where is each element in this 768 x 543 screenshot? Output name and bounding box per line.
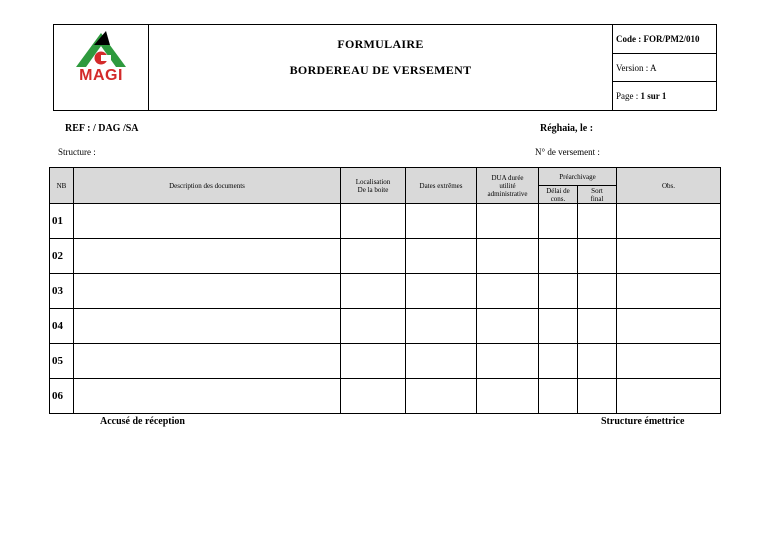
version-text: Version : A bbox=[616, 62, 657, 73]
description-cell[interactable] bbox=[74, 239, 341, 274]
description-cell[interactable] bbox=[74, 274, 341, 309]
delai-cell[interactable] bbox=[539, 344, 578, 379]
obs-cell[interactable] bbox=[617, 344, 721, 379]
delai-cell[interactable] bbox=[539, 379, 578, 414]
col-sort-line2: final bbox=[590, 194, 604, 203]
description-cell[interactable] bbox=[74, 309, 341, 344]
dates-cell[interactable] bbox=[406, 309, 477, 344]
version-row bbox=[613, 54, 716, 83]
localisation-cell[interactable] bbox=[341, 204, 406, 239]
table-row bbox=[50, 344, 721, 379]
sort-cell[interactable] bbox=[578, 274, 617, 309]
place-date-line: Réghaia, le : bbox=[540, 123, 594, 134]
row-number: 03 bbox=[50, 274, 74, 309]
col-dua-line3: administrative bbox=[487, 189, 528, 198]
sort-cell[interactable] bbox=[578, 204, 617, 239]
form-title: FORMULAIRE bbox=[337, 37, 424, 51]
footer-receipt-label: Accusé de réception bbox=[100, 416, 185, 427]
col-dua-line1: DUA durée bbox=[491, 173, 524, 182]
description-cell[interactable] bbox=[74, 379, 341, 414]
dua-cell[interactable] bbox=[477, 239, 539, 274]
code-label: Code : bbox=[616, 33, 642, 44]
page-label: Page : bbox=[616, 91, 639, 102]
dua-cell[interactable] bbox=[477, 274, 539, 309]
localisation-cell[interactable] bbox=[341, 379, 406, 414]
table-row bbox=[50, 204, 721, 239]
col-description-header: Description des documents bbox=[74, 168, 341, 204]
col-dua-line2: utilité bbox=[499, 181, 516, 190]
col-prearchivage-header: Préarchivage bbox=[539, 168, 617, 186]
row-number: 04 bbox=[50, 309, 74, 344]
dua-cell[interactable] bbox=[477, 204, 539, 239]
description-cell[interactable] bbox=[74, 344, 341, 379]
localisation-cell[interactable] bbox=[341, 309, 406, 344]
obs-cell[interactable] bbox=[617, 274, 721, 309]
col-localisation-header bbox=[341, 168, 406, 204]
table-row bbox=[50, 379, 721, 414]
table-row bbox=[50, 274, 721, 309]
dates-cell[interactable] bbox=[406, 239, 477, 274]
magi-logo-icon bbox=[72, 31, 130, 69]
col-obs-header: Obs. bbox=[617, 168, 721, 204]
obs-cell[interactable] bbox=[617, 309, 721, 344]
obs-cell[interactable] bbox=[617, 204, 721, 239]
ref-line: REF : / DAG /SA bbox=[65, 123, 139, 134]
code-row bbox=[613, 25, 716, 54]
versement-line: N° de versement : bbox=[535, 147, 600, 157]
title-cell bbox=[149, 25, 613, 110]
form-header bbox=[53, 24, 717, 111]
col-delai-line1: Délai de bbox=[546, 186, 570, 195]
row-number: 05 bbox=[50, 344, 74, 379]
documents-table bbox=[49, 167, 721, 414]
table-row bbox=[50, 239, 721, 274]
sort-cell[interactable] bbox=[578, 309, 617, 344]
col-delai-line2: cons. bbox=[550, 194, 566, 203]
dates-cell[interactable] bbox=[406, 204, 477, 239]
structure-line: Structure : bbox=[58, 147, 96, 157]
row-number: 02 bbox=[50, 239, 74, 274]
localisation-cell[interactable] bbox=[341, 344, 406, 379]
page-row bbox=[613, 82, 716, 110]
col-dates-header: Dates extrêmes bbox=[406, 168, 477, 204]
delai-cell[interactable] bbox=[539, 239, 578, 274]
logo-text: MAGI bbox=[79, 67, 123, 84]
col-sort-header bbox=[578, 186, 617, 204]
obs-cell[interactable] bbox=[617, 239, 721, 274]
delai-cell[interactable] bbox=[539, 204, 578, 239]
dua-cell[interactable] bbox=[477, 344, 539, 379]
sort-cell[interactable] bbox=[578, 344, 617, 379]
dua-cell[interactable] bbox=[477, 309, 539, 344]
col-nb-header: NB bbox=[50, 168, 74, 204]
col-dua-header bbox=[477, 168, 539, 204]
dates-cell[interactable] bbox=[406, 379, 477, 414]
form-subtitle: BORDEREAU DE VERSEMENT bbox=[289, 63, 472, 77]
dua-cell[interactable] bbox=[477, 379, 539, 414]
row-number: 01 bbox=[50, 204, 74, 239]
col-delai-header bbox=[539, 186, 578, 204]
logo-cell bbox=[54, 25, 149, 110]
meta-cell bbox=[613, 25, 716, 110]
table-row bbox=[50, 309, 721, 344]
col-localisation-line1: Localisation bbox=[355, 177, 391, 186]
code-value: FOR/PM2/010 bbox=[643, 33, 700, 44]
page-value: 1 sur 1 bbox=[640, 91, 667, 102]
sort-cell[interactable] bbox=[578, 239, 617, 274]
footer-issuer-label: Structure émettrice bbox=[601, 416, 685, 427]
sort-cell[interactable] bbox=[578, 379, 617, 414]
delai-cell[interactable] bbox=[539, 274, 578, 309]
localisation-cell[interactable] bbox=[341, 274, 406, 309]
col-sort-line1: Sort bbox=[591, 186, 603, 195]
dates-cell[interactable] bbox=[406, 344, 477, 379]
obs-cell[interactable] bbox=[617, 379, 721, 414]
col-localisation-line2: De la boite bbox=[357, 185, 389, 194]
description-cell[interactable] bbox=[74, 204, 341, 239]
dates-cell[interactable] bbox=[406, 274, 477, 309]
delai-cell[interactable] bbox=[539, 309, 578, 344]
row-number: 06 bbox=[50, 379, 74, 414]
localisation-cell[interactable] bbox=[341, 239, 406, 274]
